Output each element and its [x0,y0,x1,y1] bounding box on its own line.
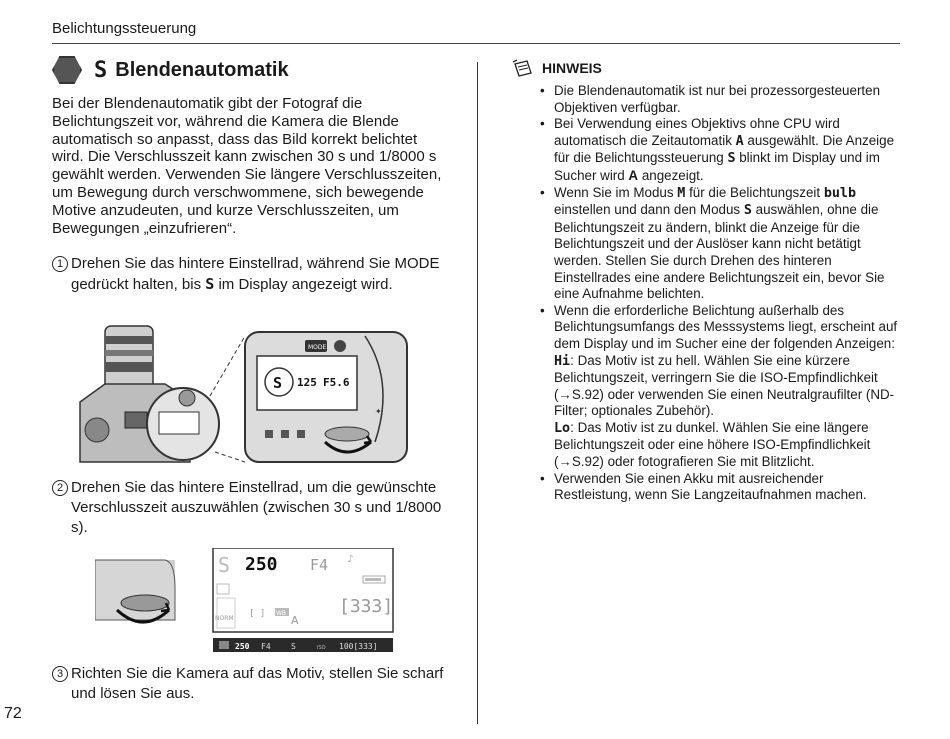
mode-a-glyph: A [735,133,744,149]
lcd-mode-text: S [273,374,283,392]
page-title: Blendenautomatik [115,58,289,81]
wb-label: WB [276,610,287,617]
step-number: 3 [52,666,68,682]
mode-s-glyph: S [743,203,752,219]
music-note-icon: ♪ [347,554,354,565]
note-item: • Die Blendenautomatik ist nur bei prozessorgesteuerten Objektiven verfügbar. [540,83,902,116]
vf-mode: S [291,642,296,651]
hi-glyph: Hi [554,353,571,369]
lcd-aperture-text: F5.6 [323,376,350,389]
note-heading [512,58,602,78]
mode-s-glyph: S [94,57,108,83]
lcd-shutter-text: 125 [297,376,317,389]
step-3 [52,664,452,704]
lcd-aperture-text: F4 [310,556,329,574]
section-title [52,56,289,84]
note-item: • Wenn die erforderliche Belichtung außerhalb des Belichtungsumfangs des Messsystems liegt, erscheint auf dem Display und im Sucher eine der folgenden Anzeigen: Hi: Das Motiv ist zu hell. Wählen Sie eine kürzere Belichtungszeit, verringern Sie die ISO-Empfindlichkeit (→S.92) oder verwenden Sie einen Neutralgraufilter (ND-Filter; optionales Zubehör). Lo: Das Motiv ist zu dunkel. Wählen Sie eine längere Belichtungszeit oder eine höhere ISO-Empfindlichkeit (→S.92) oder fotografieren Sie mit Blitzlicht. [540,303,902,471]
focus-bracket: [ ] [249,609,266,619]
note-list [540,83,902,504]
running-header: Belichtungssteuerung [52,20,197,37]
step-1 [52,254,452,295]
vf-shutter: 250 [235,642,250,651]
vf-frames: 100[333] [339,642,378,651]
note-item: • Bei Verwendung eines Objektivs ohne CPU wird automatisch die Zeitautomatik A ausgewählt. Die Anzeige für die Belichtungssteuerung S blinkt im Display und im Sucher wird A angezeigt. [540,116,902,184]
wb-value: A [291,614,299,627]
step-number: 1 [52,256,68,272]
step-2 [52,478,452,538]
step-text: Richten Sie die Kamera auf das Motiv, stellen Sie scharf und lösen Sie aus. [71,665,444,702]
note-title: HINWEIS [542,60,602,76]
bulb-glyph: bulb [823,185,857,201]
vf-iso: ISO [317,645,326,651]
lo-glyph: Lo [554,420,571,436]
step-number: 2 [52,480,68,496]
note-item: • Verwenden Sie einen Akku mit ausreichender Restleistung, wenn Sie Langzeitaufnahmen machen. [540,471,902,504]
lcd-mode-text: S [218,553,231,577]
step-text: Drehen Sie das hintere Einstellrad, um die gewünschte Verschlusszeit auszuwählen (zwischen 30 s und 1/8000 s). [71,479,442,536]
page-number: 72 [4,705,22,722]
hexagon-icon [52,56,82,84]
note-pad-icon [512,58,534,78]
column-divider [477,62,478,724]
step-text: Drehen Sie das hintere Einstellrad, während Sie MODE gedrückt halten, bis S im Display angezeigt wird. [71,255,440,293]
frames-remaining: [333] [339,596,394,617]
mode-s-glyph: S [205,275,215,293]
vf-aperture: F4 [261,642,271,651]
mode-m-glyph: M [677,185,686,201]
mode-button-label: MODE [308,344,327,351]
header-rule [52,43,900,44]
lo-warning: Lo: Das Motiv ist zu dunkel. Wählen Sie eine längere Belichtungszeit oder eine höhere ISO-Empfindlichkeit (→S.92) oder fotografieren Sie mit Blitzlicht. [554,419,871,470]
note-item: • Wenn Sie im Modus M für die Belichtungszeit bulb einstellen und dann den Modus S auswählen, ohne die Belichtungszeit zu ändern, blinkt die Anzeige für die Belichtungszeit und der Auslöser kann nicht betätigt werden. Stellen Sie durch Drehen des hinteren Einstellrades eine andere Belichtungszeit ein, bevor Sie eine Aufnahme belichten. [540,185,902,303]
lcd-shutter-text: 250 [245,554,278,575]
mode-s-glyph: S [727,151,736,167]
norm-label: NORM [215,615,234,622]
camera-illustration [75,322,415,467]
intro-paragraph: Bei der Blendenautomatik gibt der Fotograf die Belichtungszeit vor, während die Kamera die Blende automatisch so anpasst, dass das Bild korrekt belichtet wird. Die Verschlusszeit kann zwischen 30 s und 1/8000 s gewählt werden. Verwenden Sie längere Verschlusszeiten, um Bewegung durch verschwommene, sich bewegende Motive anzudeuten, und kurze Verschlusszeiten, um Bewegungen „einzufrieren“. [52,95,442,237]
svg-text:✦: ✦ [375,407,382,416]
display-illustration [95,548,395,653]
hi-warning: Hi: Das Motiv ist zu hell. Wählen Sie eine kürzere Belichtungszeit, verringern Sie die ISO-Empfindlichkeit (→S.92) oder verwenden Sie einen Neutralgraufilter (ND-Filter; optionales Zubehör). [554,352,895,419]
